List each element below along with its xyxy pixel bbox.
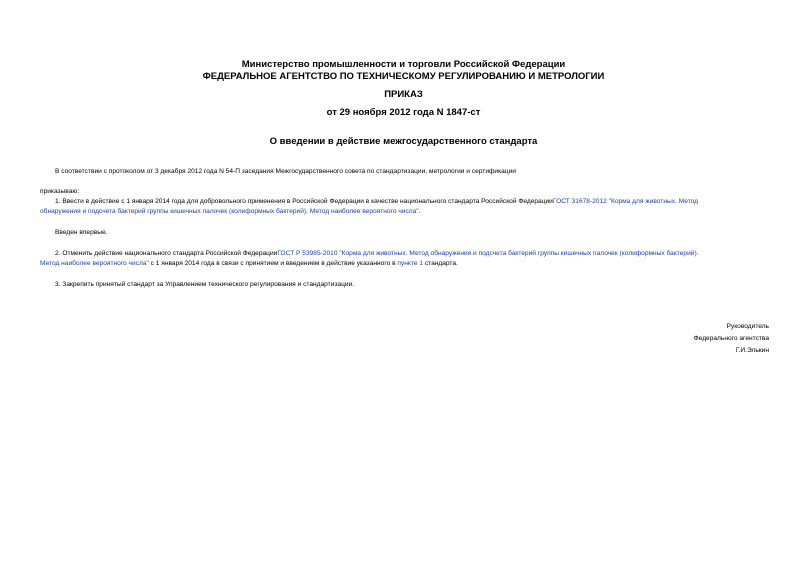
intro-paragraph: В соответствии с протоколом от 3 декабря 2012 года N 54-П заседания Межгосударственного совета по стандартизации, метрологии и сертификации [55,168,516,175]
item1-line2 [40,207,770,217]
item2-clause-link[interactable]: пункте 1 [397,260,424,267]
ministry-title: Министерство промышленности и торговли Российской Федерации [241,59,566,70]
doc-type: ПРИКАЗ [384,89,423,100]
item3-paragraph: 3. Закрепить принятый стандарт за Управлением технического регулирования и стандартизации. [55,281,355,288]
item2-gost-link-b[interactable]: Метод наиболее вероятного числа" [40,260,149,267]
date-number: от 29 ноября 2012 года N 1847-ст [326,107,481,118]
agency-title: ФЕДЕРАЛЬНОЕ АГЕНТСТВО ПО ТЕХНИЧЕСКОМУ РЕГУЛИРОВАНИЮ И МЕТРОЛОГИИ [202,71,605,82]
item2-suffix: стандарта. [423,260,458,267]
item2-prefix: 2. Отменить действие национального стандарта Российской Федерации [55,250,278,257]
signature-line-agency: Федерального агентства [693,335,769,342]
introduced-first: Введен впервые. [55,229,108,236]
signature-block [694,321,769,357]
item1-gost-link-b[interactable]: обнаружения и подсчета бактерий группы кишечных палочек (колиформных бактерий). Метод наиболее вероятного числа" [40,208,419,215]
item1-gost-link-a[interactable]: ГОСТ 31678-2012 "Корма для животных. Метод [552,198,699,205]
item2-middle: с 1 января 2014 года в связи с принятием и введением в действие указанного в [148,260,398,267]
item2-line1 [40,249,770,259]
item2-line2 [40,259,770,269]
order-word: приказываю: [40,188,80,195]
signature-line-title: Руководитель [726,323,769,330]
item1-suffix: . [418,208,421,215]
item1-prefix: 1. Ввести в действие с 1 января 2014 года для добровольного применения в Российской Федерации в качестве национального стандарта Российской Федерации [55,198,553,205]
item2-gost-link-a[interactable]: ГОСТ Р 53985-2010 "Корма для животных. Метод обнаружения и подсчета бактерий группы кишечных палочек (колиформных бактерий). [277,250,699,257]
doc-subject: О введении в действие межгосударственного стандарта [269,136,538,147]
signature-line-name: Г.И.Элькин [735,347,769,354]
item1-line1 [40,197,770,207]
